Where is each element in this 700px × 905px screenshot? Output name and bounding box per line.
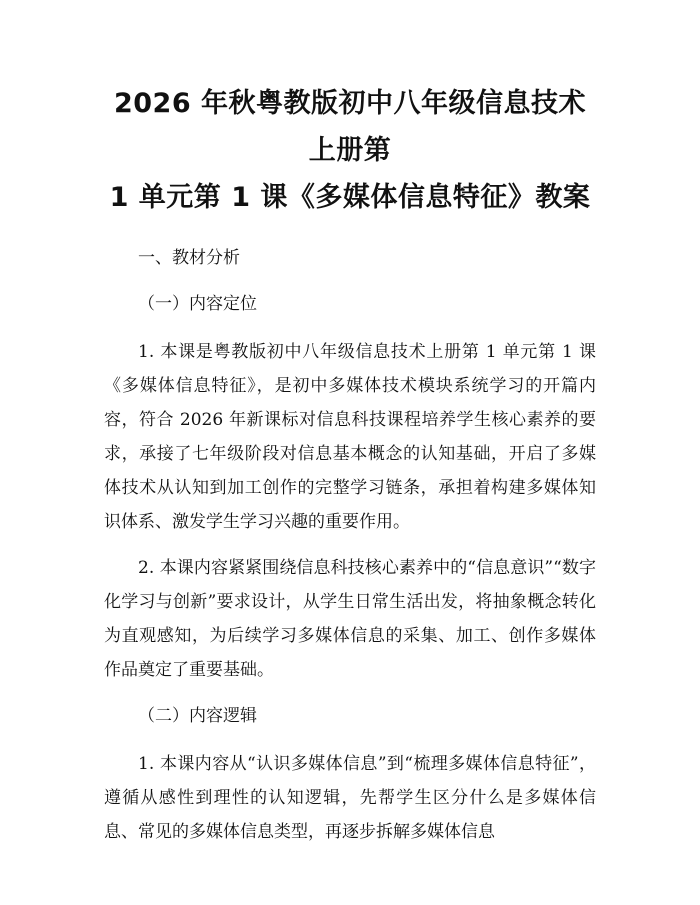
title-line-1: 2026 年秋粤教版初中八年级信息技术上册第 (113, 88, 587, 166)
subsection-heading-content-position: （一）内容定位 (138, 294, 257, 314)
subsection-heading-content-logic: （二）内容逻辑 (138, 706, 257, 726)
paragraph-content-logic-1: 1. 本课内容从“认识多媒体信息”到“梳理多媒体信息特征”，遵循从感性到理性的认知逻辑，先帮学生区分什么是多媒体信息、常见的多媒体信息类型，再逐步拆解多媒体信息 (104, 754, 596, 842)
paragraph-content-position-1: 1. 本课是粤教版初中八年级信息技术上册第 1 单元第 1 课《多媒体信息特征》，是初中多媒体技术模块系统学习的开篇内容，符合 2026 年新课标对信息科技课程培养学生核心素养的要求，承接了七年级阶段对信息基本概念的认知基础，开启了多媒体技术从认知到加工创作的完整学习链条，承担着构建多媒体知识体系、激发学生学习兴趣的重要作用。 (104, 342, 596, 532)
document-title (104, 80, 596, 221)
section-heading-textbook-analysis: 一、教材分析 (138, 248, 240, 268)
title-line-2: 1 单元第 1 课《多媒体信息特征》教案 (109, 182, 591, 213)
paragraph-content-position-2: 2. 本课内容紧紧围绕信息科技核心素养中的“信息意识”“数字化学习与创新”要求设计，从学生日常生活出发，将抽象概念转化为直观感知，为后续学习多媒体信息的采集、加工、创作多媒体作品奠定了重要基础。 (104, 558, 596, 680)
